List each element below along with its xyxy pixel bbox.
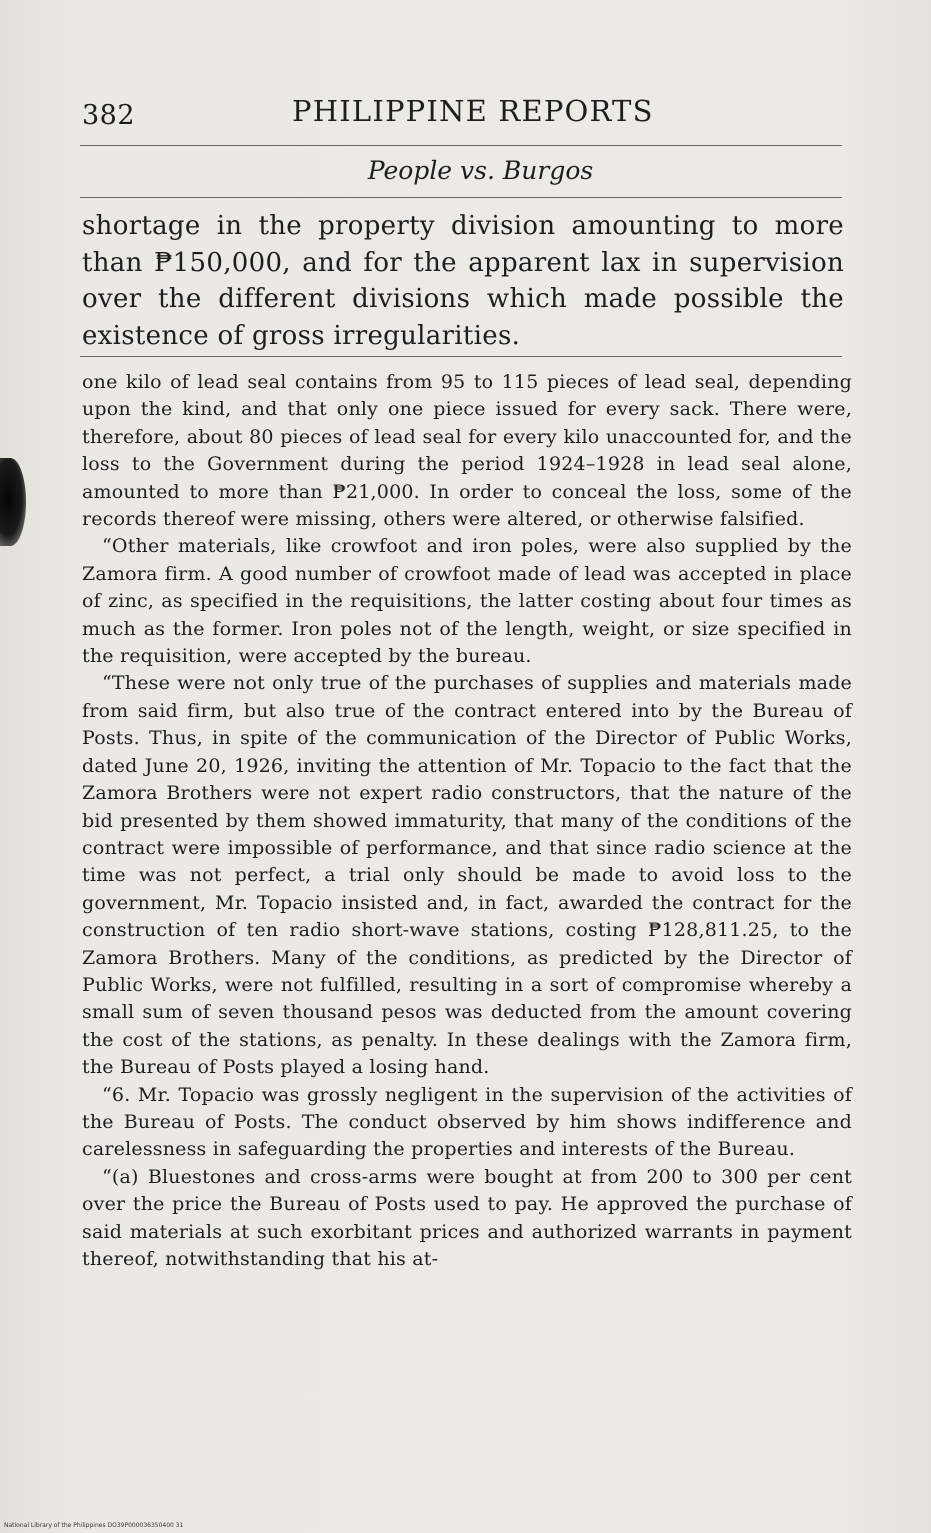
body-paragraph: “6. Mr. Topacio was grossly negligent in the supervision of the activities of the Bureau of Posts. The conduct observed by him shows indifference and carelessness in safeguarding the properties and interests of the Bureau. bbox=[82, 1083, 852, 1161]
ink-blot-mark bbox=[0, 458, 26, 546]
body-paragraph: “Other materials, like crowfoot and iron poles, were also supplied by the Zamora firm. A good number of crowfoot made of lead was accepted in place of zinc, as specified in the requisitions, the latter costing about four times as much as the former. Iron poles not of the length, weight, or size specified in the requisition, were accepted by the bureau. bbox=[82, 535, 852, 668]
body-paragraph: “(a) Bluestones and cross-arms were bought at from 200 to 300 per cent over the price the Bureau of Posts used to pay. He approved the purchase of said materials at such exorbitant prices and authorized warrants in payment thereof, notwithstanding that his at- bbox=[82, 1165, 852, 1270]
case-title-rule bbox=[80, 197, 842, 198]
scan-credit-footer: National Library of the Philippines DO39P000036350400 31 bbox=[4, 1522, 184, 1529]
case-title: People vs. Burgos bbox=[367, 156, 594, 185]
page-header bbox=[82, 94, 842, 134]
header-rule bbox=[80, 145, 842, 146]
body-text bbox=[82, 369, 852, 1273]
headnote-rule bbox=[80, 356, 842, 357]
running-title: PHILIPPINE REPORTS bbox=[292, 94, 654, 128]
headnote: shortage in the property division amounting to more than ₱150,000, and for the apparent lax in supervision over the different divisions which made possible the existence of gross irregularities. bbox=[82, 211, 844, 351]
page-number: 382 bbox=[82, 100, 136, 131]
body-paragraph: “These were not only true of the purchases of supplies and materials made from said firm, but also true of the contract entered into by the Bureau of Posts. Thus, in spite of the communication of the Director of Public Works, dated June 20, 1926, inviting the attention of Mr. Topacio to the fact that the Zamora Brothers were not expert radio constructors, that the nature of the bid presented by them showed immaturity, that many of the conditions of the contract were impossible of performance, and that since radio science at the time was not perfect, a trial only should be made to avoid loss to the government, Mr. Topacio insisted and, in fact, awarded the contract for the construction of ten radio short-wave stations, costing ₱128,811.25, to the Zamora Brothers. Many of the conditions, as predicted by the Director of Public Works, were not fulfilled, resulting in a sort of compromise whereby a small sum of seven thousand pesos was deducted from the amount covering the cost of the stations, as penalty. In these dealings with the Zamora firm, the Bureau of Posts played a losing hand. bbox=[82, 672, 852, 1079]
body-paragraph: one kilo of lead seal contains from 95 to 115 pieces of lead seal, depending upon the kind, and that only one piece issued for every sack. There were, therefore, about 80 pieces of lead seal for every kilo unaccounted for, and the loss to the Government during the period 1924–1928 in lead seal alone, amounted to more than ₱21,000. In order to conceal the loss, some of the records thereof were missing, others were altered, or otherwise falsified. bbox=[82, 371, 852, 531]
